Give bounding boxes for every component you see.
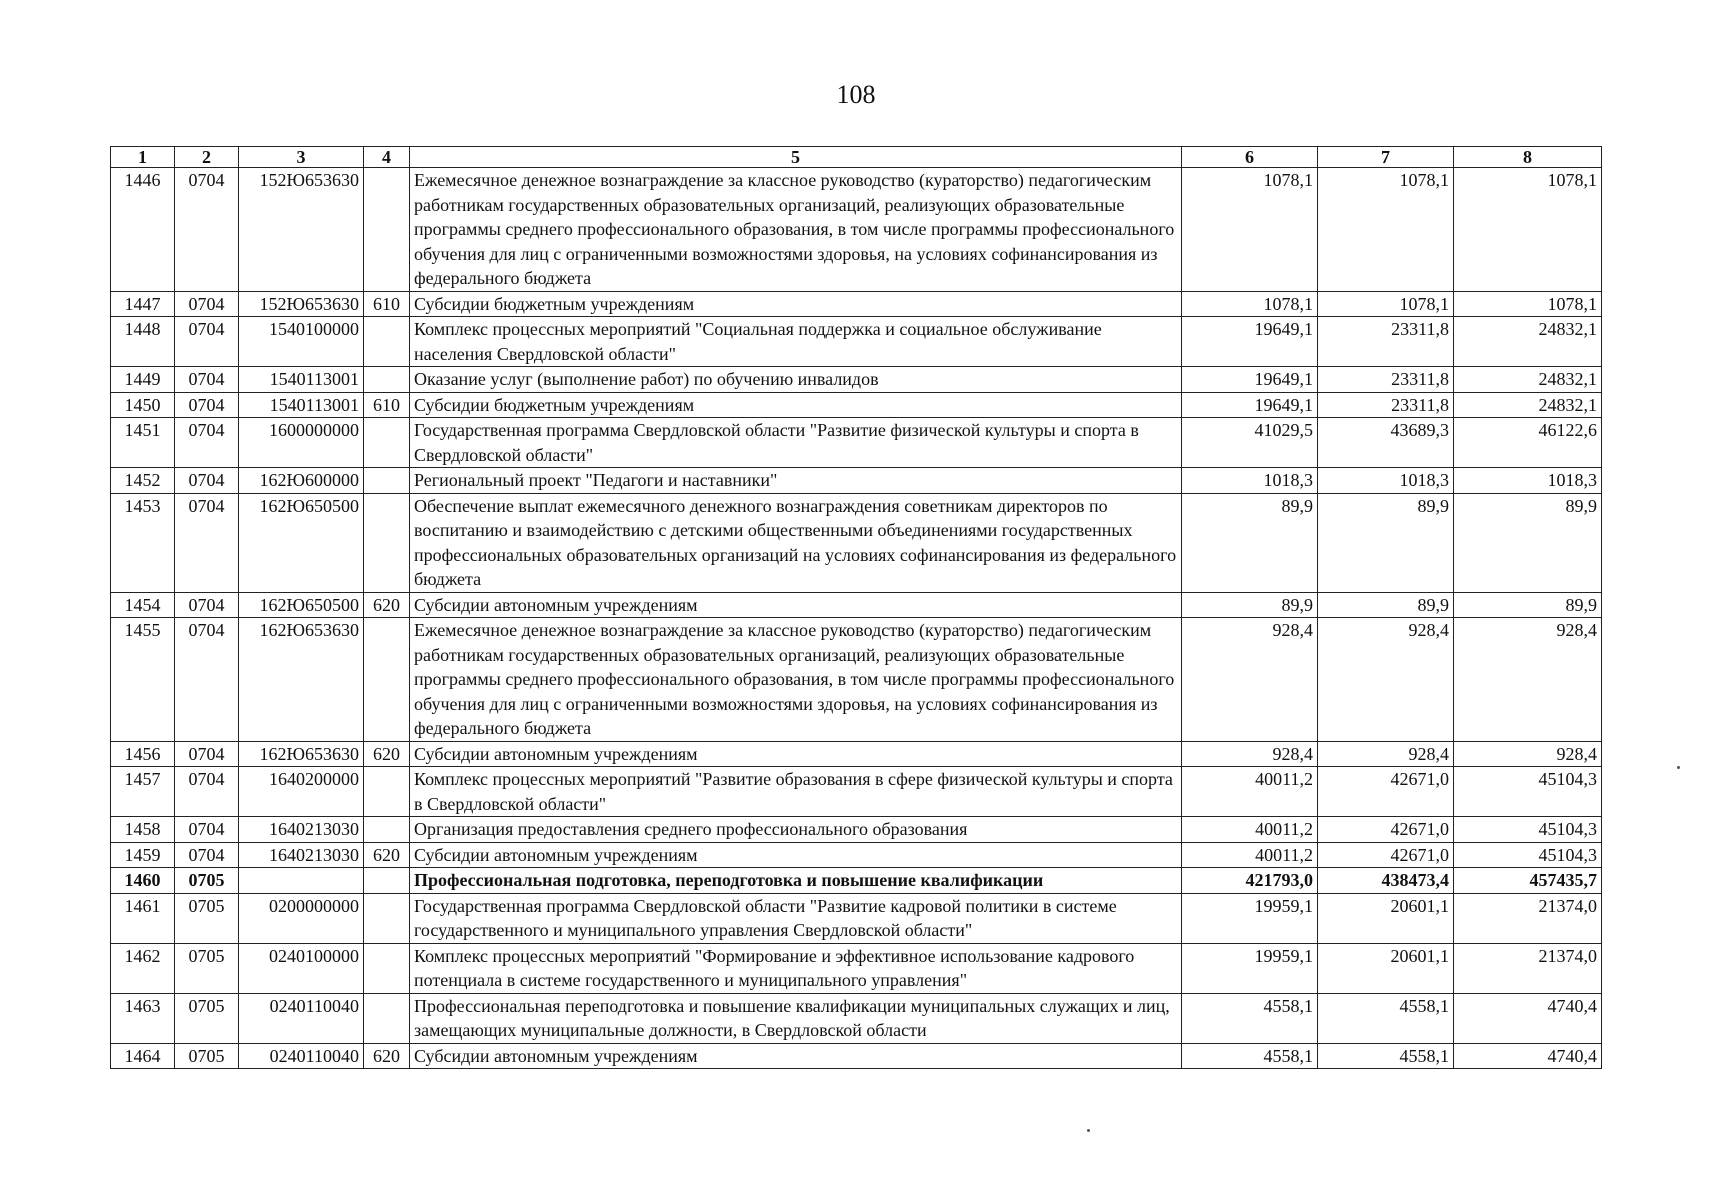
row-number-cell: 1449 [111, 367, 175, 393]
section-code-cell: 0704 [175, 418, 239, 468]
amount-year3-cell: 89,9 [1454, 592, 1602, 618]
target-article-cell: 0200000000 [239, 893, 364, 943]
table-row [111, 893, 1602, 943]
table-row [111, 317, 1602, 367]
expense-type-cell [364, 943, 410, 993]
amount-year2-cell: 42671,0 [1318, 842, 1454, 868]
header-cell: 2 [175, 147, 239, 168]
item-name-cell: Профессиональная переподготовка и повышение квалификации муниципальных служащих и лиц, замещающих муниципальные должности, в Свердловской области [410, 993, 1182, 1043]
expense-type-cell [364, 418, 410, 468]
amount-year2-cell: 1018,3 [1318, 468, 1454, 494]
amount-year1-cell: 1078,1 [1182, 291, 1318, 317]
item-name-cell: Оказание услуг (выполнение работ) по обучению инвалидов [410, 367, 1182, 393]
table-row [111, 817, 1602, 843]
item-name-cell: Субсидии бюджетным учреждениям [410, 291, 1182, 317]
expense-type-cell [364, 493, 410, 592]
section-code-cell: 0704 [175, 168, 239, 292]
table-row [111, 392, 1602, 418]
amount-year1-cell: 41029,5 [1182, 418, 1318, 468]
section-code-cell: 0704 [175, 767, 239, 817]
expense-type-cell [364, 893, 410, 943]
amount-year1-cell: 40011,2 [1182, 767, 1318, 817]
amount-year1-cell: 89,9 [1182, 592, 1318, 618]
item-name-cell: Субсидии автономным учреждениям [410, 842, 1182, 868]
row-number-cell: 1462 [111, 943, 175, 993]
amount-year2-cell: 43689,3 [1318, 418, 1454, 468]
table-row [111, 767, 1602, 817]
target-article-cell: 162Ю600000 [239, 468, 364, 494]
amount-year3-cell: 4740,4 [1454, 1043, 1602, 1069]
amount-year3-cell: 1018,3 [1454, 468, 1602, 494]
amount-year2-cell: 4558,1 [1318, 993, 1454, 1043]
row-number-cell: 1453 [111, 493, 175, 592]
item-name-cell: Комплекс процессных мероприятий "Формирование и эффективное использование кадрового потенциала в системе государственного и муниципального управления" [410, 943, 1182, 993]
row-number-cell: 1455 [111, 618, 175, 742]
amount-year1-cell: 928,4 [1182, 741, 1318, 767]
target-article-cell: 1640213030 [239, 817, 364, 843]
section-code-cell: 0704 [175, 493, 239, 592]
amount-year3-cell: 24832,1 [1454, 392, 1602, 418]
item-name-cell: Ежемесячное денежное вознаграждение за классное руководство (кураторство) педагогическим работникам государственных образовательных организаций, реализующих образовательные программы среднего профессионального образования, в том числе программы профессионального обучения для лиц с ограниченными возможностями здоровья, на условиях софинансирования из федерального бюджета [410, 168, 1182, 292]
amount-year3-cell: 45104,3 [1454, 817, 1602, 843]
expense-type-cell: 620 [364, 1043, 410, 1069]
item-name-cell: Комплекс процессных мероприятий "Социальная поддержка и социальное обслуживание населения Свердловской области" [410, 317, 1182, 367]
section-code-cell: 0704 [175, 367, 239, 393]
section-code-cell: 0704 [175, 741, 239, 767]
target-article-cell: 1640200000 [239, 767, 364, 817]
section-code-cell: 0704 [175, 468, 239, 494]
expense-type-cell [364, 618, 410, 742]
target-article-cell: 1540100000 [239, 317, 364, 367]
target-article-cell: 0240110040 [239, 1043, 364, 1069]
amount-year3-cell: 928,4 [1454, 741, 1602, 767]
amount-year1-cell: 4558,1 [1182, 993, 1318, 1043]
amount-year3-cell: 45104,3 [1454, 767, 1602, 817]
amount-year3-cell: 24832,1 [1454, 367, 1602, 393]
header-cell: 8 [1454, 147, 1602, 168]
row-number-cell: 1461 [111, 893, 175, 943]
amount-year3-cell: 457435,7 [1454, 868, 1602, 894]
amount-year3-cell: 928,4 [1454, 618, 1602, 742]
amount-year2-cell: 23311,8 [1318, 392, 1454, 418]
item-name-cell: Организация предоставления среднего профессионального образования [410, 817, 1182, 843]
table-row [111, 493, 1602, 592]
expense-type-cell [364, 468, 410, 494]
item-name-cell: Профессиональная подготовка, переподготовка и повышение квалификации [410, 868, 1182, 894]
target-article-cell: 1600000000 [239, 418, 364, 468]
amount-year3-cell: 45104,3 [1454, 842, 1602, 868]
amount-year1-cell: 19959,1 [1182, 893, 1318, 943]
section-code-cell: 0705 [175, 943, 239, 993]
expense-type-cell: 620 [364, 592, 410, 618]
section-code-cell: 0705 [175, 1043, 239, 1069]
amount-year1-cell: 19649,1 [1182, 367, 1318, 393]
header-cell: 3 [239, 147, 364, 168]
target-article-cell: 162Ю653630 [239, 741, 364, 767]
amount-year2-cell: 20601,1 [1318, 893, 1454, 943]
row-number-cell: 1447 [111, 291, 175, 317]
row-number-cell: 1457 [111, 767, 175, 817]
amount-year2-cell: 928,4 [1318, 618, 1454, 742]
table-row [111, 1043, 1602, 1069]
table-row [111, 618, 1602, 742]
row-number-cell: 1446 [111, 168, 175, 292]
row-number-cell: 1448 [111, 317, 175, 367]
amount-year1-cell: 19649,1 [1182, 392, 1318, 418]
expense-type-cell [364, 868, 410, 894]
expense-type-cell: 610 [364, 392, 410, 418]
row-number-cell: 1464 [111, 1043, 175, 1069]
section-code-cell: 0704 [175, 392, 239, 418]
amount-year1-cell: 1018,3 [1182, 468, 1318, 494]
header-cell: 4 [364, 147, 410, 168]
amount-year2-cell: 1078,1 [1318, 168, 1454, 292]
section-code-cell: 0704 [175, 317, 239, 367]
row-number-cell: 1450 [111, 392, 175, 418]
expense-type-cell [364, 317, 410, 367]
budget-table [110, 146, 1602, 1069]
item-name-cell: Обеспечение выплат ежемесячного денежного вознаграждения советникам директоров по воспитанию и взаимодействию с детскими общественными объединениями государственных профессиональных образовательных организаций на условиях софинансирования из федерального бюджета [410, 493, 1182, 592]
expense-type-cell: 620 [364, 741, 410, 767]
amount-year2-cell: 42671,0 [1318, 817, 1454, 843]
table-row [111, 168, 1602, 292]
section-code-cell: 0704 [175, 618, 239, 742]
scan-speck [1087, 1129, 1090, 1132]
header-row [111, 147, 1602, 168]
page-number: 108 [836, 80, 876, 109]
amount-year2-cell: 23311,8 [1318, 367, 1454, 393]
amount-year3-cell: 21374,0 [1454, 943, 1602, 993]
row-number-cell: 1452 [111, 468, 175, 494]
row-number-cell: 1456 [111, 741, 175, 767]
amount-year3-cell: 21374,0 [1454, 893, 1602, 943]
target-article-cell: 1540113001 [239, 392, 364, 418]
amount-year3-cell: 1078,1 [1454, 291, 1602, 317]
row-number-cell: 1463 [111, 993, 175, 1043]
item-name-cell: Субсидии бюджетным учреждениям [410, 392, 1182, 418]
section-code-cell: 0704 [175, 817, 239, 843]
table-row [111, 842, 1602, 868]
table-row [111, 993, 1602, 1043]
header-cell: 1 [111, 147, 175, 168]
target-article-cell: 162Ю653630 [239, 618, 364, 742]
item-name-cell: Государственная программа Свердловской области "Развитие кадровой политики в системе государственного и муниципального управления Свердловской области" [410, 893, 1182, 943]
target-article-cell [239, 868, 364, 894]
item-name-cell: Государственная программа Свердловской области "Развитие физической культуры и спорта в Свердловской области" [410, 418, 1182, 468]
expense-type-cell [364, 767, 410, 817]
amount-year2-cell: 928,4 [1318, 741, 1454, 767]
target-article-cell: 162Ю650500 [239, 493, 364, 592]
amount-year3-cell: 46122,6 [1454, 418, 1602, 468]
section-code-cell: 0704 [175, 842, 239, 868]
row-number-cell: 1459 [111, 842, 175, 868]
target-article-cell: 162Ю650500 [239, 592, 364, 618]
expense-type-cell [364, 817, 410, 843]
table-row [111, 943, 1602, 993]
expense-type-cell [364, 993, 410, 1043]
expense-type-cell: 610 [364, 291, 410, 317]
amount-year2-cell: 20601,1 [1318, 943, 1454, 993]
amount-year2-cell: 89,9 [1318, 493, 1454, 592]
expense-type-cell [364, 168, 410, 292]
table-row [111, 868, 1602, 894]
amount-year3-cell: 24832,1 [1454, 317, 1602, 367]
table-row [111, 291, 1602, 317]
target-article-cell: 0240100000 [239, 943, 364, 993]
table-row [111, 592, 1602, 618]
expense-type-cell: 620 [364, 842, 410, 868]
item-name-cell: Субсидии автономным учреждениям [410, 592, 1182, 618]
amount-year3-cell: 89,9 [1454, 493, 1602, 592]
section-code-cell: 0705 [175, 893, 239, 943]
amount-year1-cell: 89,9 [1182, 493, 1318, 592]
item-name-cell: Комплекс процессных мероприятий "Развитие образования в сфере физической культуры и спорта в Свердловской области" [410, 767, 1182, 817]
amount-year3-cell: 4740,4 [1454, 993, 1602, 1043]
target-article-cell: 1640213030 [239, 842, 364, 868]
amount-year1-cell: 40011,2 [1182, 842, 1318, 868]
amount-year1-cell: 40011,2 [1182, 817, 1318, 843]
amount-year2-cell: 1078,1 [1318, 291, 1454, 317]
item-name-cell: Региональный проект "Педагоги и наставники" [410, 468, 1182, 494]
item-name-cell: Ежемесячное денежное вознаграждение за классное руководство (кураторство) педагогическим работникам государственных образовательных организаций, реализующих образовательные программы среднего профессионального образования, в том числе программы профессионального обучения для лиц с ограниченными возможностями здоровья, на условиях софинансирования из федерального бюджета [410, 618, 1182, 742]
row-number-cell: 1454 [111, 592, 175, 618]
target-article-cell: 152Ю653630 [239, 291, 364, 317]
section-code-cell: 0704 [175, 291, 239, 317]
table-row [111, 367, 1602, 393]
amount-year3-cell: 1078,1 [1454, 168, 1602, 292]
target-article-cell: 152Ю653630 [239, 168, 364, 292]
expense-type-cell [364, 367, 410, 393]
amount-year2-cell: 89,9 [1318, 592, 1454, 618]
amount-year1-cell: 1078,1 [1182, 168, 1318, 292]
section-code-cell: 0704 [175, 592, 239, 618]
amount-year1-cell: 4558,1 [1182, 1043, 1318, 1069]
header-cell: 7 [1318, 147, 1454, 168]
section-code-cell: 0705 [175, 868, 239, 894]
table-row [111, 468, 1602, 494]
table-body [111, 168, 1602, 1069]
target-article-cell: 0240110040 [239, 993, 364, 1043]
amount-year1-cell: 19959,1 [1182, 943, 1318, 993]
item-name-cell: Субсидии автономным учреждениям [410, 1043, 1182, 1069]
table-row [111, 741, 1602, 767]
amount-year1-cell: 421793,0 [1182, 868, 1318, 894]
row-number-cell: 1460 [111, 868, 175, 894]
target-article-cell: 1540113001 [239, 367, 364, 393]
scan-speck [1677, 766, 1680, 769]
header-cell: 6 [1182, 147, 1318, 168]
section-code-cell: 0705 [175, 993, 239, 1043]
header-cell: 5 [410, 147, 1182, 168]
amount-year1-cell: 928,4 [1182, 618, 1318, 742]
amount-year2-cell: 42671,0 [1318, 767, 1454, 817]
row-number-cell: 1458 [111, 817, 175, 843]
row-number-cell: 1451 [111, 418, 175, 468]
amount-year2-cell: 23311,8 [1318, 317, 1454, 367]
amount-year2-cell: 438473,4 [1318, 868, 1454, 894]
table-row [111, 418, 1602, 468]
amount-year2-cell: 4558,1 [1318, 1043, 1454, 1069]
amount-year1-cell: 19649,1 [1182, 317, 1318, 367]
item-name-cell: Субсидии автономным учреждениям [410, 741, 1182, 767]
